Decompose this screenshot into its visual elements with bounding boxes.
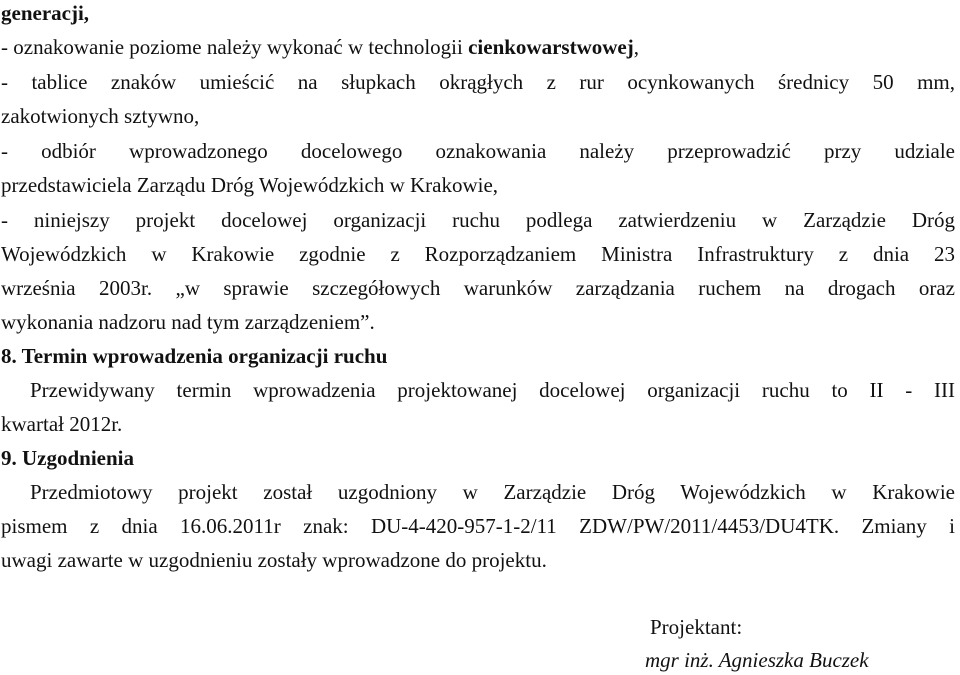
bullet-approval-line-3: września 2003r. „w sprawie szczegółowych warunków zarządzania ruchem na drogach oraz <box>1 276 955 300</box>
bullet-suffix: , <box>633 35 639 59</box>
section-9-paragraph-line-3: uwagi zawarte w uzgodnieniu zostały wprowadzone do projektu. <box>1 548 547 572</box>
signature-name: mgr inż. Agnieszka Buczek <box>645 648 869 672</box>
bullet-horizontal-marking <box>1 32 639 62</box>
section-8-heading: 8. Termin wprowadzenia organizacji ruchu <box>1 344 388 368</box>
continuation-text: generacji, <box>1 1 90 25</box>
signature-label: Projektant: <box>650 615 743 639</box>
bullet-signs-line-2: zakotwionych sztywno, <box>1 104 200 128</box>
section-8-paragraph-line-2: kwartał 2012r. <box>1 412 123 436</box>
bullet-approval-line-1: - niniejszy projekt docelowej organizacji ruchu podlega zatwierdzeniu w Zarządzie Dróg <box>1 208 955 232</box>
section-8-paragraph-line-1: Przewidywany termin wprowadzenia projektowanej docelowej organizacji ruchu to II - III <box>30 378 955 402</box>
bullet-approval-line-4: wykonania nadzoru nad tym zarządzeniem”. <box>1 310 375 334</box>
bullet-acceptance-line-2: przedstawiciela Zarządu Dróg Wojewódzkich w Krakowie, <box>1 173 499 197</box>
bullet-approval-line-2: Wojewódzkich w Krakowie zgodnie z Rozporządzaniem Ministra Infrastruktury z dnia 23 <box>1 242 955 266</box>
section-9-paragraph-line-1: Przedmiotowy projekt został uzgodniony w Zarządzie Dróg Wojewódzkich w Krakowie <box>30 480 955 504</box>
bullet-text: - oznakowanie poziome należy wykonać w technologii <box>1 35 469 59</box>
section-9-paragraph-line-2: pismem z dnia 16.06.2011r znak: DU-4-420-957-1-2/11 ZDW/PW/2011/4453/DU4TK. Zmiany i <box>1 514 955 538</box>
section-9-heading: 9. Uzgodnienia <box>1 446 135 470</box>
bold-term: cienkowarstwowej <box>468 35 634 59</box>
bullet-acceptance-line-1: - odbiór wprowadzonego docelowego oznakowania należy przeprowadzić przy udziale <box>1 139 955 163</box>
bullet-signs-line-1: - tablice znaków umieścić na słupkach okrągłych z rur ocynkowanych średnicy 50 mm, <box>1 70 955 94</box>
